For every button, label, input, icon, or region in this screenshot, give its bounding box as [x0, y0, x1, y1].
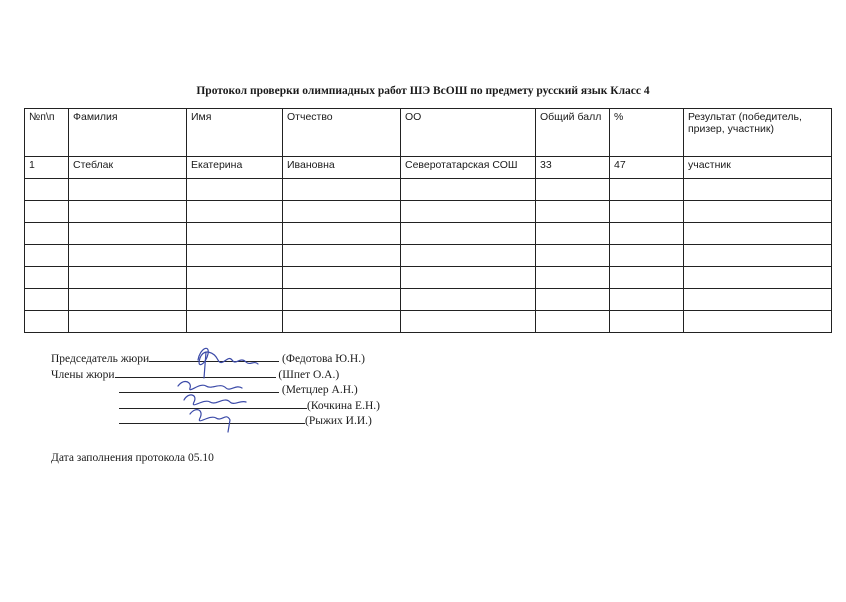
col-header-school: ОО — [401, 109, 536, 157]
table-cell: 33 — [536, 157, 610, 179]
table-cell — [187, 289, 283, 311]
table-cell — [536, 223, 610, 245]
table-cell — [401, 289, 536, 311]
table-cell — [401, 311, 536, 333]
table-cell — [684, 223, 832, 245]
signature-member-3 — [190, 410, 230, 432]
table-cell — [25, 267, 69, 289]
table-cell — [69, 245, 187, 267]
table-cell: 47 — [610, 157, 684, 179]
chair-label: Председатель жюри — [51, 353, 150, 365]
table-cell — [684, 267, 832, 289]
members-label: Члены жюри — [51, 368, 115, 381]
table-cell — [283, 201, 401, 223]
table-cell — [536, 289, 610, 311]
table-row — [25, 179, 832, 201]
table-row — [25, 267, 832, 289]
table-row — [25, 157, 832, 179]
table-cell: Стеблак — [69, 157, 187, 179]
table-cell — [283, 267, 401, 289]
signature-member-2 — [184, 395, 246, 405]
member-name: (Кочкина Е.Н.) — [307, 399, 380, 412]
table-cell — [69, 223, 187, 245]
table-cell — [610, 179, 684, 201]
table-cell — [401, 201, 536, 223]
table-cell — [610, 289, 684, 311]
col-header-surname: Фамилия — [69, 109, 187, 157]
table-cell — [283, 179, 401, 201]
signature-chair — [198, 348, 258, 364]
table-cell — [536, 179, 610, 201]
protocol-date: Дата заполнения протокола 05.10 — [51, 452, 214, 464]
table-cell — [610, 267, 684, 289]
table-cell — [536, 245, 610, 267]
table-header-row — [25, 109, 832, 157]
table-row — [25, 311, 832, 333]
table-cell — [187, 267, 283, 289]
table-cell — [69, 179, 187, 201]
col-header-result: Результат (победитель, призер, участник) — [684, 109, 832, 157]
col-header-patronymic: Отчество — [283, 109, 401, 157]
table-cell — [610, 245, 684, 267]
table-cell — [25, 223, 69, 245]
col-header-name: Имя — [187, 109, 283, 157]
table-cell — [610, 311, 684, 333]
table-cell — [684, 289, 832, 311]
table-cell — [283, 311, 401, 333]
table-cell — [187, 179, 283, 201]
handwritten-signatures — [170, 338, 280, 438]
table-cell — [401, 245, 536, 267]
table-row — [25, 289, 832, 311]
member-name: (Шпет О.А.) — [278, 368, 340, 381]
table-cell — [69, 201, 187, 223]
table-cell — [536, 267, 610, 289]
signature-member-1 — [178, 382, 242, 390]
table-cell — [187, 311, 283, 333]
protocol-title: Протокол проверки олимпиадных работ ШЭ ВсОШ по предмету русский язык Класс 4 — [196, 85, 650, 97]
table-cell — [69, 267, 187, 289]
col-header-percent: % — [610, 109, 684, 157]
table-cell — [25, 201, 69, 223]
table-cell — [187, 223, 283, 245]
col-header-number: №п\п — [25, 109, 69, 157]
col-header-total-score: Общий балл — [536, 109, 610, 157]
table-cell: участник — [684, 157, 832, 179]
table-body — [25, 157, 832, 333]
table-cell — [283, 289, 401, 311]
chair-name: (Федотова Ю.Н.) — [282, 353, 365, 365]
table-cell — [610, 201, 684, 223]
table-cell — [684, 201, 832, 223]
table-row — [25, 223, 832, 245]
table-cell: 1 — [25, 157, 69, 179]
table-cell: Екатерина — [187, 157, 283, 179]
table-cell — [684, 245, 832, 267]
table-cell — [187, 201, 283, 223]
table-cell: Северотатарская СОШ — [401, 157, 536, 179]
table-cell — [536, 201, 610, 223]
table-row — [25, 201, 832, 223]
table-cell — [610, 223, 684, 245]
table-cell: Ивановна — [283, 157, 401, 179]
table-cell — [283, 245, 401, 267]
table-cell — [25, 311, 69, 333]
member-name: (Метцлер А.Н.) — [281, 384, 358, 396]
table-cell — [69, 311, 187, 333]
results-table — [24, 108, 832, 333]
table-cell — [684, 311, 832, 333]
table-cell — [684, 179, 832, 201]
table-cell — [25, 179, 69, 201]
table-cell — [536, 311, 610, 333]
table-cell — [69, 289, 187, 311]
table-cell — [401, 267, 536, 289]
table-cell — [401, 179, 536, 201]
table-cell — [401, 223, 536, 245]
member-name: (Рыжих И.И.) — [305, 415, 372, 427]
table-cell — [25, 245, 69, 267]
table-cell — [283, 223, 401, 245]
table-cell — [25, 289, 69, 311]
table-cell — [187, 245, 283, 267]
table-row — [25, 245, 832, 267]
